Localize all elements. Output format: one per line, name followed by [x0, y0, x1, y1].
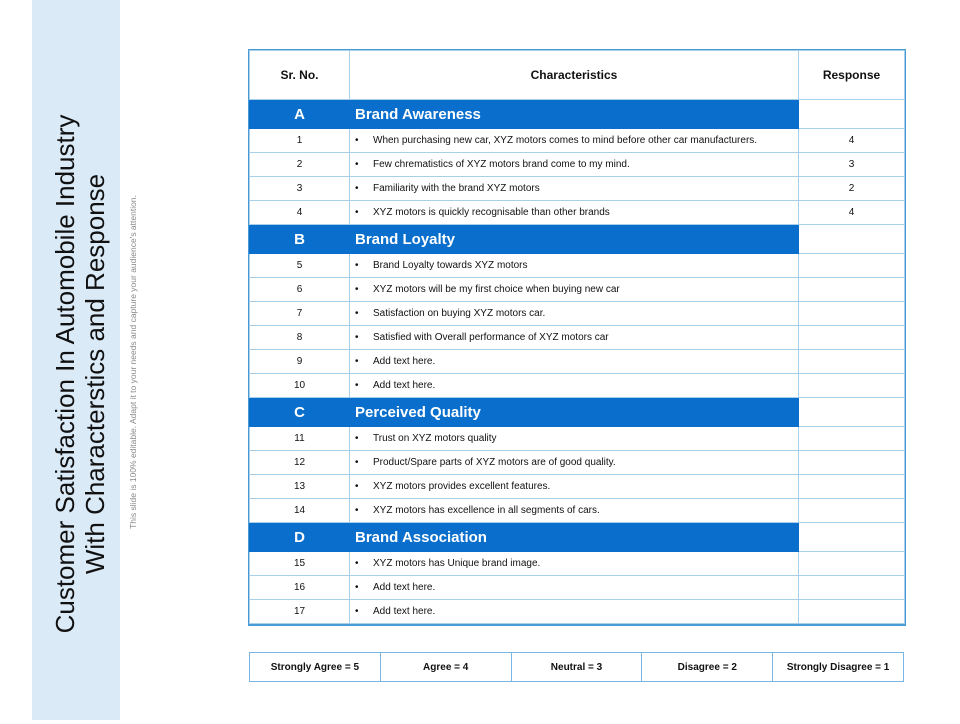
section-row — [250, 398, 905, 427]
row-characteristic — [350, 350, 799, 374]
legend-agree: Agree = 4 — [381, 653, 512, 681]
row-response: 4 — [799, 129, 905, 153]
row-characteristic — [350, 177, 799, 201]
characteristic-text: When purchasing new car, XYZ motors comes to mind before other car manufacturers. — [373, 135, 758, 146]
row-number: 15 — [250, 552, 350, 576]
characteristic-text: XYZ motors has excellence in all segments of cars. — [373, 505, 600, 516]
header-sr-no: Sr. No. — [250, 51, 350, 100]
row-response: 3 — [799, 153, 905, 177]
bullet-icon: • — [355, 135, 359, 146]
characteristic-text: Brand Loyalty towards XYZ motors — [373, 260, 528, 271]
row-characteristic — [350, 499, 799, 523]
section-response-cell — [799, 398, 905, 427]
header-characteristics: Characteristics — [350, 51, 799, 100]
characteristic-text: Familiarity with the brand XYZ motors — [373, 183, 540, 194]
bullet-icon: • — [355, 159, 359, 170]
characteristic-text: XYZ motors provides excellent features. — [373, 481, 551, 492]
row-characteristic — [350, 278, 799, 302]
survey-table-container — [248, 49, 906, 626]
row-characteristic — [350, 576, 799, 600]
characteristic-text: Add text here. — [373, 582, 436, 593]
table-header-row — [250, 51, 905, 100]
row-response — [799, 552, 905, 576]
bullet-icon: • — [355, 356, 359, 367]
characteristic-text: Add text here. — [373, 606, 436, 617]
row-response — [799, 499, 905, 523]
bullet-icon: • — [355, 582, 359, 593]
row-number: 7 — [250, 302, 350, 326]
legend-neutral: Neutral = 3 — [512, 653, 643, 681]
row-response — [799, 475, 905, 499]
row-response — [799, 576, 905, 600]
table-row — [250, 552, 905, 576]
row-number: 3 — [250, 177, 350, 201]
row-response — [799, 302, 905, 326]
section-letter: C — [250, 398, 350, 427]
table-row — [250, 499, 905, 523]
table-row — [250, 254, 905, 278]
table-row — [250, 326, 905, 350]
table-body — [250, 100, 905, 624]
table-row — [250, 278, 905, 302]
row-characteristic — [350, 374, 799, 398]
row-number: 2 — [250, 153, 350, 177]
row-number: 8 — [250, 326, 350, 350]
table-row — [250, 201, 905, 225]
table-row — [250, 153, 905, 177]
row-response: 4 — [799, 201, 905, 225]
row-response — [799, 326, 905, 350]
bullet-icon: • — [355, 606, 359, 617]
bullet-icon: • — [355, 558, 359, 569]
section-letter: A — [250, 100, 350, 129]
bullet-icon: • — [355, 260, 359, 271]
row-response: 2 — [799, 177, 905, 201]
characteristic-text: Add text here. — [373, 356, 436, 367]
section-letter: B — [250, 225, 350, 254]
section-name: Brand Awareness — [350, 100, 799, 129]
characteristic-text: Trust on XYZ motors quality — [373, 433, 497, 444]
section-name: Brand Association — [350, 523, 799, 552]
row-number: 5 — [250, 254, 350, 278]
row-number: 13 — [250, 475, 350, 499]
row-characteristic — [350, 451, 799, 475]
row-response — [799, 374, 905, 398]
row-response — [799, 278, 905, 302]
slide-title-line-2: With Characterstics and Response — [80, 173, 110, 575]
legend-strongly-agree: Strongly Agree = 5 — [250, 653, 381, 681]
slide-subtitle: This slide is 100% editable. Adapt it to your needs and capture your audience's attention. — [128, 195, 138, 529]
characteristic-text: XYZ motors is quickly recognisable than other brands — [373, 207, 610, 218]
row-characteristic — [350, 326, 799, 350]
bullet-icon: • — [355, 183, 359, 194]
row-response — [799, 451, 905, 475]
section-response-cell — [799, 100, 905, 129]
row-number: 12 — [250, 451, 350, 475]
bullet-icon: • — [355, 380, 359, 391]
row-number: 16 — [250, 576, 350, 600]
row-characteristic — [350, 302, 799, 326]
table-row — [250, 451, 905, 475]
row-characteristic — [350, 254, 799, 278]
characteristic-text: Product/Spare parts of XYZ motors are of good quality. — [373, 457, 616, 468]
row-number: 6 — [250, 278, 350, 302]
row-characteristic — [350, 201, 799, 225]
row-response — [799, 600, 905, 624]
bullet-icon: • — [355, 332, 359, 343]
table-row — [250, 374, 905, 398]
header-response: Response — [799, 51, 905, 100]
bullet-icon: • — [355, 481, 359, 492]
row-response — [799, 427, 905, 451]
row-number: 14 — [250, 499, 350, 523]
bullet-icon: • — [355, 457, 359, 468]
table-row — [250, 302, 905, 326]
table-row — [250, 576, 905, 600]
section-name: Brand Loyalty — [350, 225, 799, 254]
characteristic-text: Satisfaction on buying XYZ motors car. — [373, 308, 546, 319]
table-row — [250, 427, 905, 451]
section-row — [250, 523, 905, 552]
slide-title — [36, 24, 124, 724]
table-row — [250, 129, 905, 153]
legend-disagree: Disagree = 2 — [642, 653, 773, 681]
legend-strongly-disagree: Strongly Disagree = 1 — [786, 661, 890, 673]
row-number: 1 — [250, 129, 350, 153]
row-number: 4 — [250, 201, 350, 225]
section-name: Perceived Quality — [350, 398, 799, 427]
characteristic-text: XYZ motors has Unique brand image. — [373, 558, 541, 569]
rating-legend — [249, 652, 904, 682]
row-number: 11 — [250, 427, 350, 451]
section-row — [250, 100, 905, 129]
bullet-icon: • — [355, 505, 359, 516]
row-number: 10 — [250, 374, 350, 398]
row-response — [799, 350, 905, 374]
row-characteristic — [350, 129, 799, 153]
bullet-icon: • — [355, 207, 359, 218]
row-characteristic — [350, 552, 799, 576]
characteristic-text: Few chrematistics of XYZ motors brand come to my mind. — [373, 159, 630, 170]
row-characteristic — [350, 153, 799, 177]
section-response-cell — [799, 523, 905, 552]
section-letter: D — [250, 523, 350, 552]
row-number: 17 — [250, 600, 350, 624]
bullet-icon: • — [355, 284, 359, 295]
section-row — [250, 225, 905, 254]
table-row — [250, 475, 905, 499]
bullet-icon: • — [355, 433, 359, 444]
row-number: 9 — [250, 350, 350, 374]
characteristic-text: Add text here. — [373, 380, 436, 391]
table-row — [250, 350, 905, 374]
table-row — [250, 600, 905, 624]
characteristic-text: XYZ motors will be my first choice when buying new car — [373, 284, 620, 295]
survey-table — [249, 50, 905, 624]
row-characteristic — [350, 475, 799, 499]
row-characteristic — [350, 427, 799, 451]
section-response-cell — [799, 225, 905, 254]
characteristic-text: Satisfied with Overall performance of XYZ motors car — [373, 332, 609, 343]
row-characteristic — [350, 600, 799, 624]
table-row — [250, 177, 905, 201]
slide-title-line-1: Customer Satisfaction In Automobile Industry — [50, 114, 80, 634]
bullet-icon: • — [355, 308, 359, 319]
row-response — [799, 254, 905, 278]
